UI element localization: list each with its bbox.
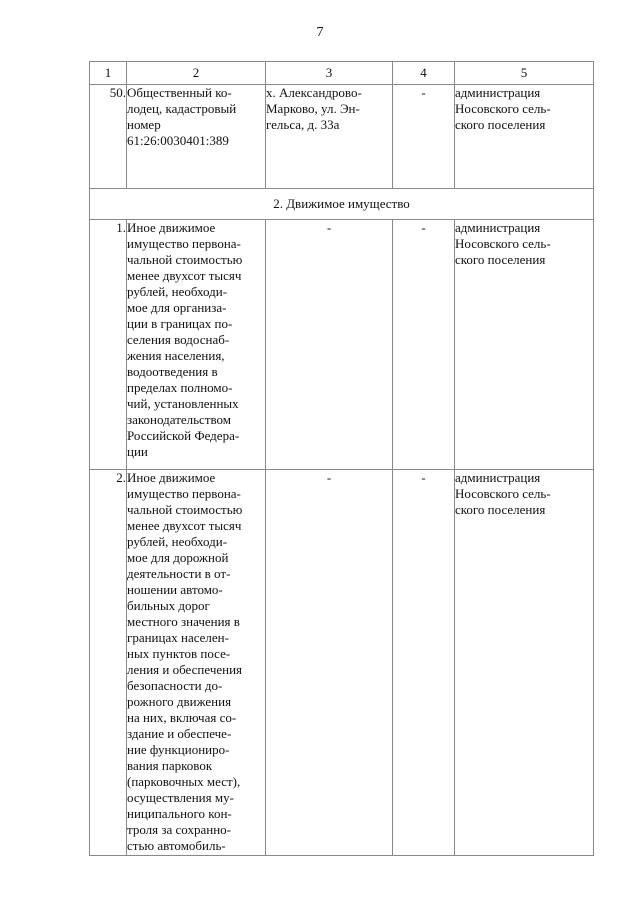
table-header-row [90,62,594,85]
table-row [90,220,594,470]
property-name: Общественный ко- лодец, кадастровый номер 61:26:0030401:389 [127,85,266,189]
table-row [90,470,594,856]
row-number: 50. [90,85,127,189]
header-cell-2: 2 [127,62,266,85]
section-header-row [90,189,594,220]
header-cell-1: 1 [90,62,127,85]
property-address: - [266,220,393,470]
property-owner: администрация Носовского сель- ского поселения [455,85,594,189]
col4-value: - [393,85,455,189]
row-number: 1. [90,220,127,470]
row-number: 2. [90,470,127,856]
header-cell-4: 4 [393,62,455,85]
property-owner: администрация Носовского сель- ского поселения [455,220,594,470]
section-title: 2. Движимое имущество [90,189,594,220]
header-cell-5: 5 [455,62,594,85]
property-name: Иное движимое имущество первона- чальной стоимостью менее двухсот тысяч рублей, необходи- мое для дорожной деятельности в от- ношении автомо- бильных дорог местного значения в границах населен- ных пунктов посе- ления и обеспечения безопасности до- рожного движения на них, включая со- здание и обеспече- ние функциониро- вания парковок (парковочных мест), осуществления му- ниципального кон- троля за сохранно- стью автомобиль- [127,470,266,856]
table-row [90,85,594,189]
property-address: х. Александрово- Марково, ул. Эн- гельса, д. 33а [266,85,393,189]
property-table [89,61,594,856]
property-owner: администрация Носовского сель- ского поселения [455,470,594,856]
col4-value: - [393,470,455,856]
property-address: - [266,470,393,856]
property-name: Иное движимое имущество первона- чальной стоимостью менее двухсот тысяч рублей, необходи- мое для организа- ции в границах по- селения водоснаб- жения населения, водоотведения в пределах полномо- чий, установленных законодательством Российской Федера- ции [127,220,266,470]
page-number: 7 [316,25,324,40]
col4-value: - [393,220,455,470]
header-cell-3: 3 [266,62,393,85]
